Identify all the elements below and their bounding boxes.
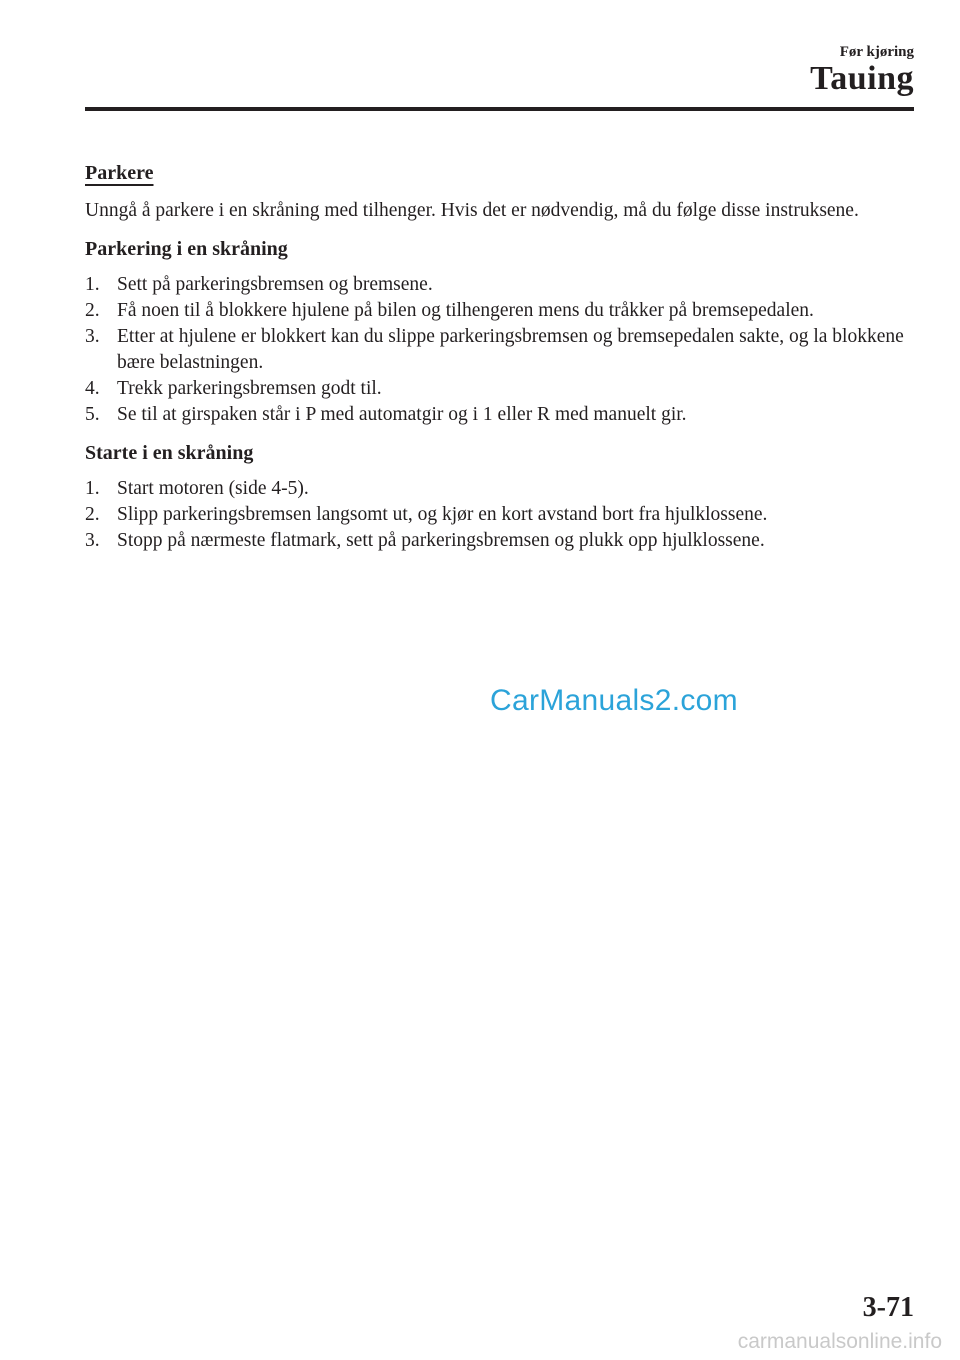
section-heading: Parkere — [85, 162, 154, 184]
step-number: 3. — [85, 326, 100, 347]
step-number: 3. — [85, 530, 100, 551]
step-text: Start motoren (side 4-5). — [117, 478, 309, 499]
steps-list — [85, 272, 915, 428]
main-content — [85, 160, 915, 566]
step-text: Stopp på nærmeste flatmark, sett på parkeringsbremsen og plukk opp hjulklossene. — [117, 530, 765, 551]
steps-list — [85, 476, 915, 554]
subsection-starting-slope — [85, 440, 915, 554]
header-divider — [85, 107, 914, 111]
list-item — [85, 298, 915, 324]
step-text: Trekk parkeringsbremsen godt til. — [117, 378, 382, 399]
step-text: Etter at hjulene er blokkert kan du slippe parkeringsbremsen og bremsepedalen sakte, og la blokkene bære belastningen. — [117, 326, 904, 373]
page-number: 3-71 — [862, 1292, 914, 1323]
page-title: Tauing — [810, 60, 914, 97]
step-number: 4. — [85, 378, 100, 399]
list-item — [85, 528, 915, 554]
step-number: 5. — [85, 404, 100, 425]
list-item — [85, 502, 915, 528]
list-item — [85, 272, 915, 298]
subsection-title: Parkering i en skråning — [85, 238, 288, 260]
step-number: 1. — [85, 478, 100, 499]
step-text: Få noen til å blokkere hjulene på bilen og tilhengeren mens du tråkker på bremsepedalen. — [117, 300, 814, 321]
step-number: 2. — [85, 300, 100, 321]
intro-paragraph: Unngå å parkere i en skråning med tilhenger. Hvis det er nødvendig, må du følge disse instruksene. — [85, 200, 859, 221]
watermark-link[interactable]: CarManuals2.com — [490, 684, 738, 717]
header-section-label: Før kjøring — [839, 44, 914, 60]
step-number: 2. — [85, 504, 100, 525]
subsection-parking-slope — [85, 236, 915, 428]
list-item — [85, 376, 915, 402]
list-item — [85, 324, 915, 376]
step-number: 1. — [85, 274, 100, 295]
subsection-title: Starte i en skråning — [85, 442, 254, 464]
step-text: Slipp parkeringsbremsen langsomt ut, og kjør en kort avstand bort fra hjulklossene. — [117, 504, 768, 525]
step-text: Se til at girspaken står i P med automatgir og i 1 eller R med manuelt gir. — [117, 404, 687, 425]
list-item — [85, 476, 915, 502]
step-text: Sett på parkeringsbremsen og bremsene. — [117, 274, 433, 295]
list-item — [85, 402, 915, 428]
footer-watermark-link[interactable]: carmanualsonline.info — [737, 1330, 942, 1353]
